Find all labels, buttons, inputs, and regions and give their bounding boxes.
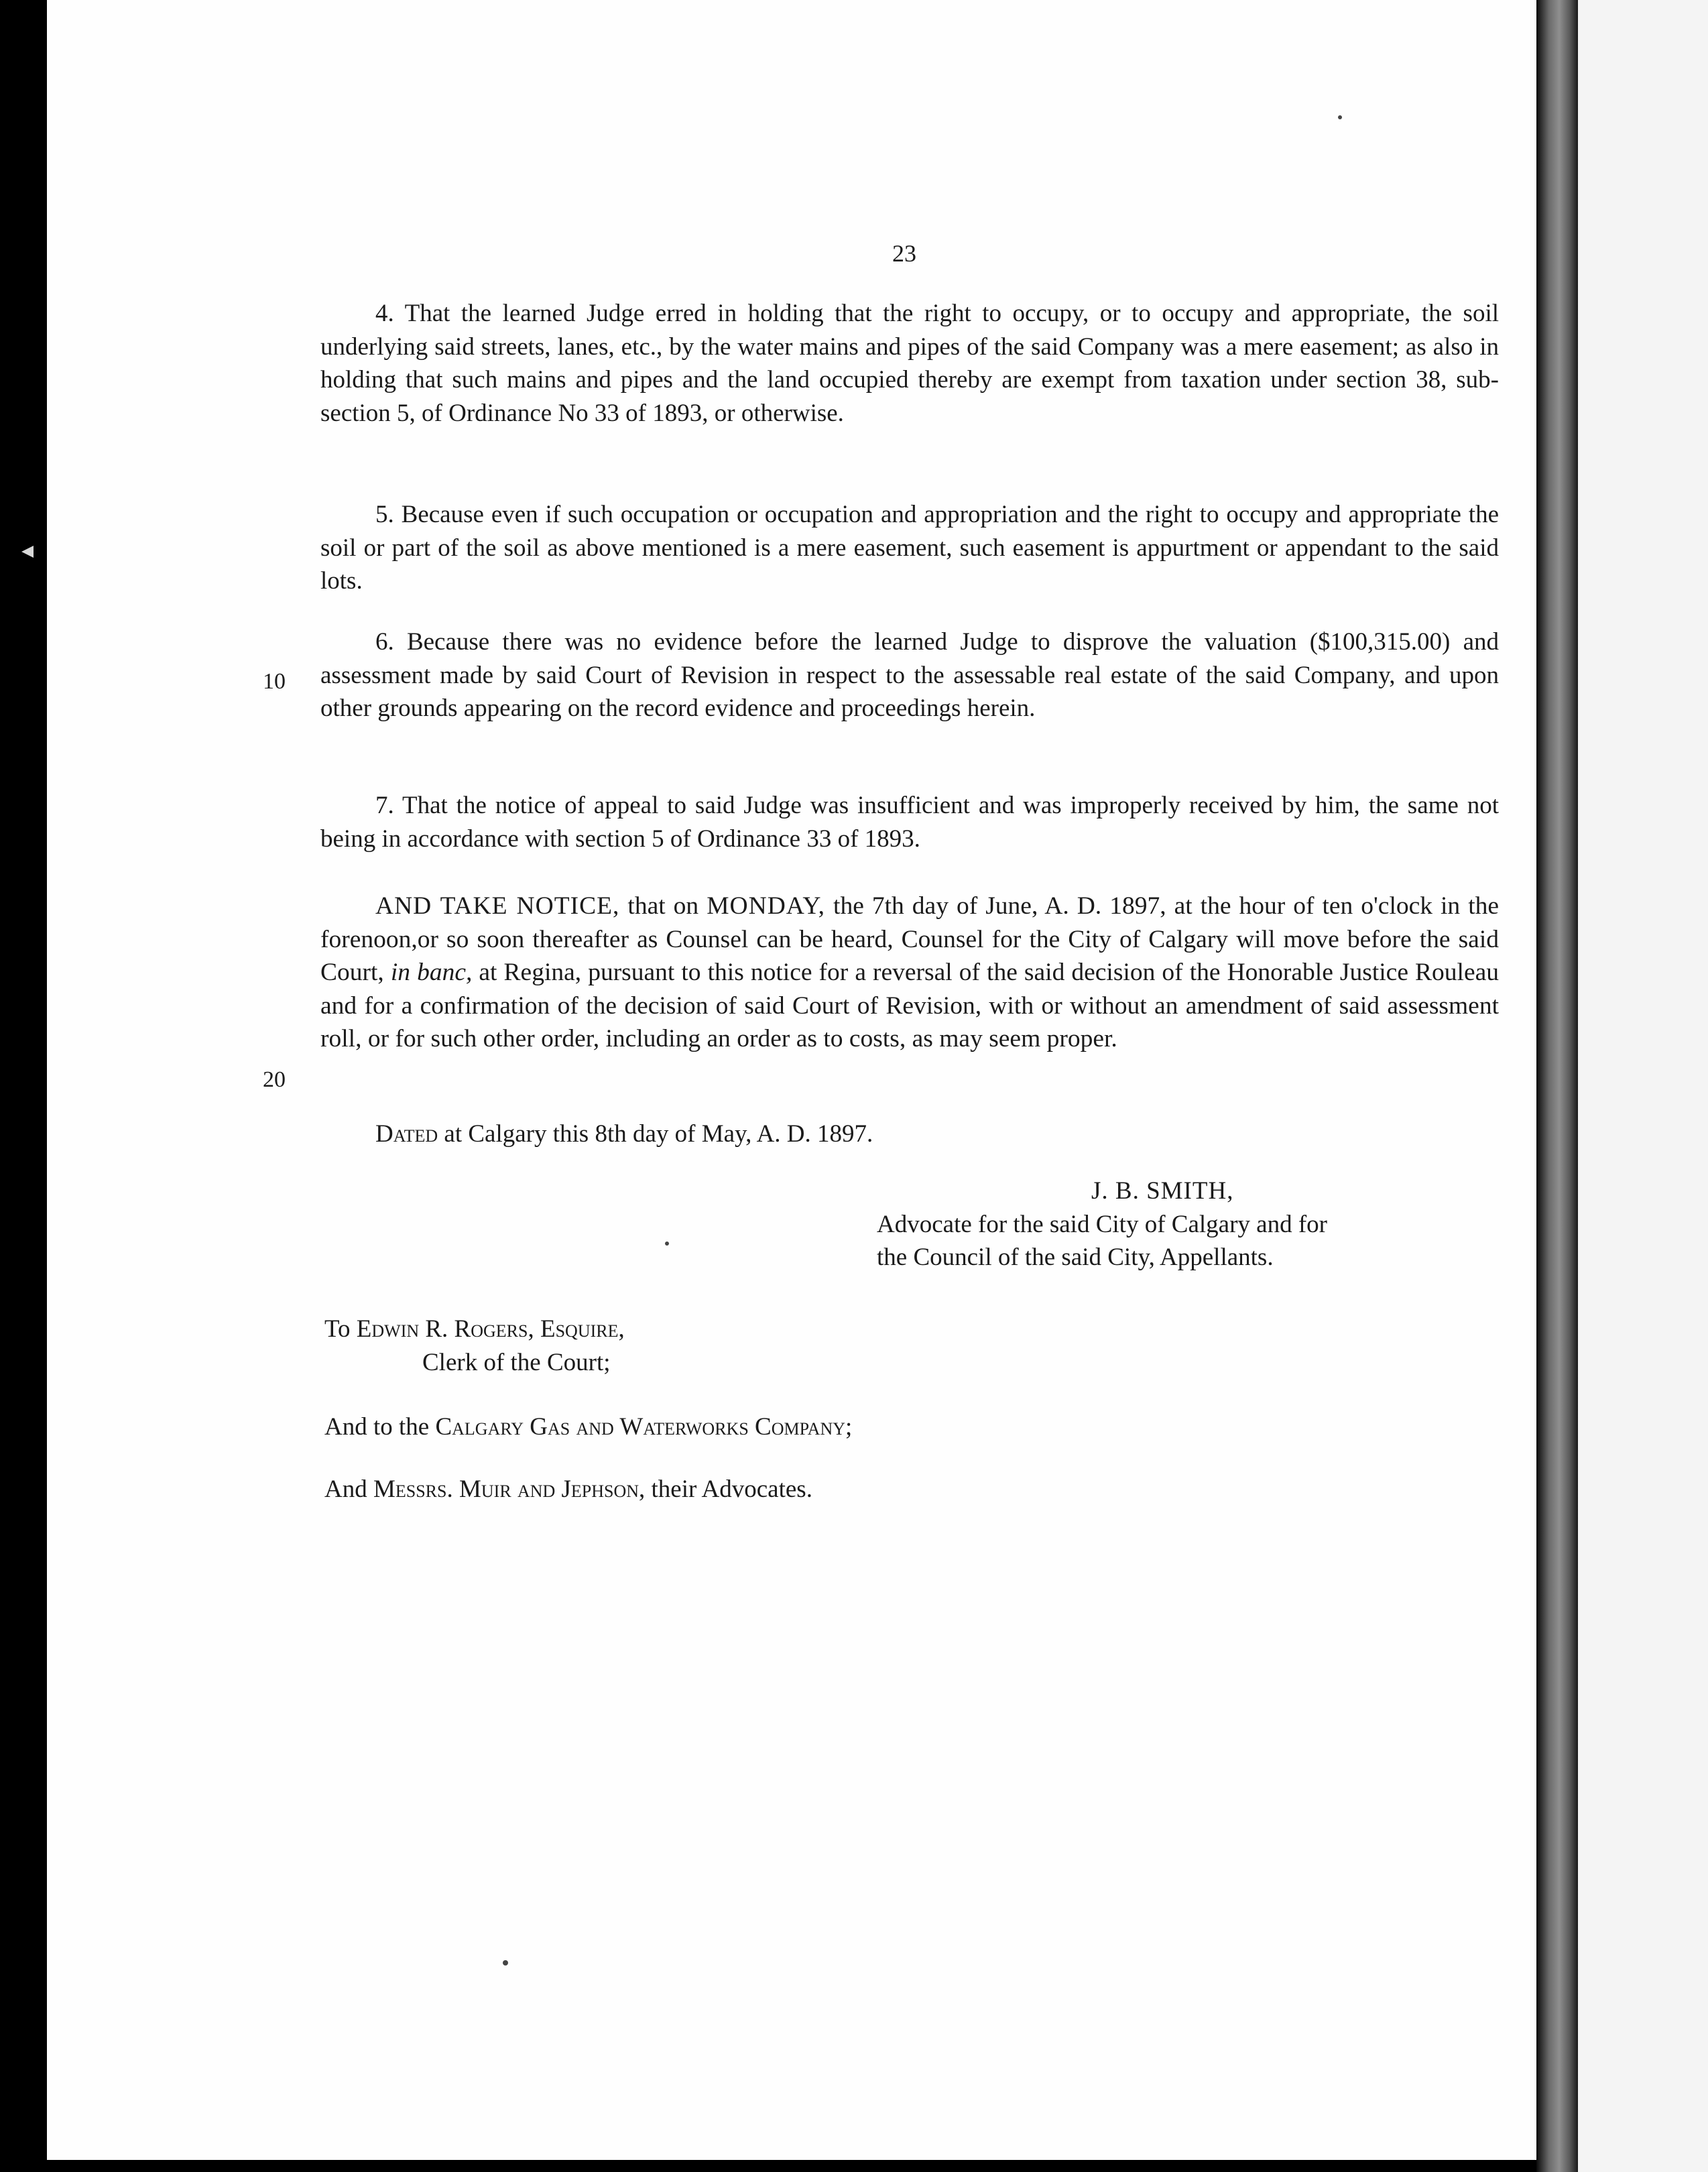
addressee-company-name: Calgary Gas and Waterworks Company; — [435, 1413, 853, 1441]
ink-speck — [1338, 115, 1342, 119]
ink-speck — [665, 1242, 669, 1246]
addressee-counsel — [324, 1473, 812, 1506]
addressee-counsel-name: Messrs. Muir and Jephson, — [373, 1475, 646, 1503]
dated-line — [320, 1118, 1499, 1151]
addressee-company — [324, 1410, 852, 1444]
addressee-to: To — [324, 1315, 357, 1343]
signatory-name: J. B. SMITH, — [1091, 1177, 1234, 1205]
page-number: 23 — [892, 240, 916, 267]
addressee-counsel-lead: And — [324, 1475, 373, 1503]
line-number-10: 10 — [263, 669, 286, 694]
line-number-20: 20 — [263, 1067, 286, 1092]
paragraph-6: 6. Because there was no evidence before the learned Judge to disprove the valuation ($100,315.00) and assessment made by said Court of Revision in respect to the assessable real estate of the said Company, and upon other grounds appearing on the record evidence and proceedings herein. — [320, 628, 1499, 723]
signatory-title-line-2: the Council of the said City, Appellants. — [877, 1244, 1274, 1272]
notice-day: MONDAY, — [707, 892, 826, 920]
addressee-clerk-title: Clerk of the Court; — [422, 1349, 611, 1376]
notice-paragraph — [320, 890, 1499, 1056]
addressee-counsel-tail: their Advocates. — [645, 1475, 812, 1503]
addressee-rogers — [324, 1313, 625, 1346]
notice-in-banc: in banc, — [390, 959, 473, 987]
addressee-company-lead: And to the — [324, 1413, 436, 1441]
adjacent-page-edge — [1578, 0, 1708, 2172]
notice-text-3: at Regina, pursuant to this notice for a reversal of the said decision of the Honorable Justice Rouleau and for a confirmation of the decision of said Court of Revision, with or without an amendment of said assessment roll, or for such other order, including an order as to costs, as may seem proper. — [320, 959, 1499, 1053]
paragraph-7: 7. That the notice of appeal to said Judge was insufficient and was improperly received by him, the same not being in accordance with section 5 of Ordinance 33 of 1893. — [320, 792, 1499, 853]
notice-lead: AND TAKE NOTICE, — [375, 892, 620, 920]
paragraph-4: 4. That the learned Judge erred in holding that the right to occupy, or to occupy and appropriate, the soil underlying said streets, lanes, etc., by the water mains and pipes of the said Company was a mere easement; as also in holding that such mains and pipes and the land occupied thereby are exempt from taxation under section 38, sub-section 5, of Ordinance No 33 of 1893, or otherwise. — [320, 300, 1499, 427]
signature-block — [877, 1174, 1453, 1274]
margin-arrow-mark — [21, 546, 34, 558]
notice-text-2: the 7th day of June, A. D. 1897, at the hour of ten o'clock in the forenoon,or so soon thereafter as Counsel can be heard, Counsel for the City of Calgary will move before the said Court, — [320, 892, 1500, 987]
page-binding-edge — [1536, 0, 1578, 2172]
dated-word: Dated — [375, 1120, 438, 1148]
paragraph-5: 5. Because even if such occupation or occupation and appropriation and the right to occupy and appropriate the soil or part of the soil as above mentioned is a mere easement, such easement is appurtment or appendant to the said lots. — [320, 501, 1499, 595]
ink-speck — [503, 1960, 508, 1966]
addressee-rogers-name: Edwin R. Rogers, Esquire, — [356, 1315, 625, 1343]
notice-text-1: that on — [619, 892, 707, 920]
dated-rest: at Calgary this 8th day of May, A. D. 1897. — [438, 1120, 873, 1148]
signatory-title-line-1: Advocate for the said City of Calgary and for — [877, 1210, 1327, 1238]
